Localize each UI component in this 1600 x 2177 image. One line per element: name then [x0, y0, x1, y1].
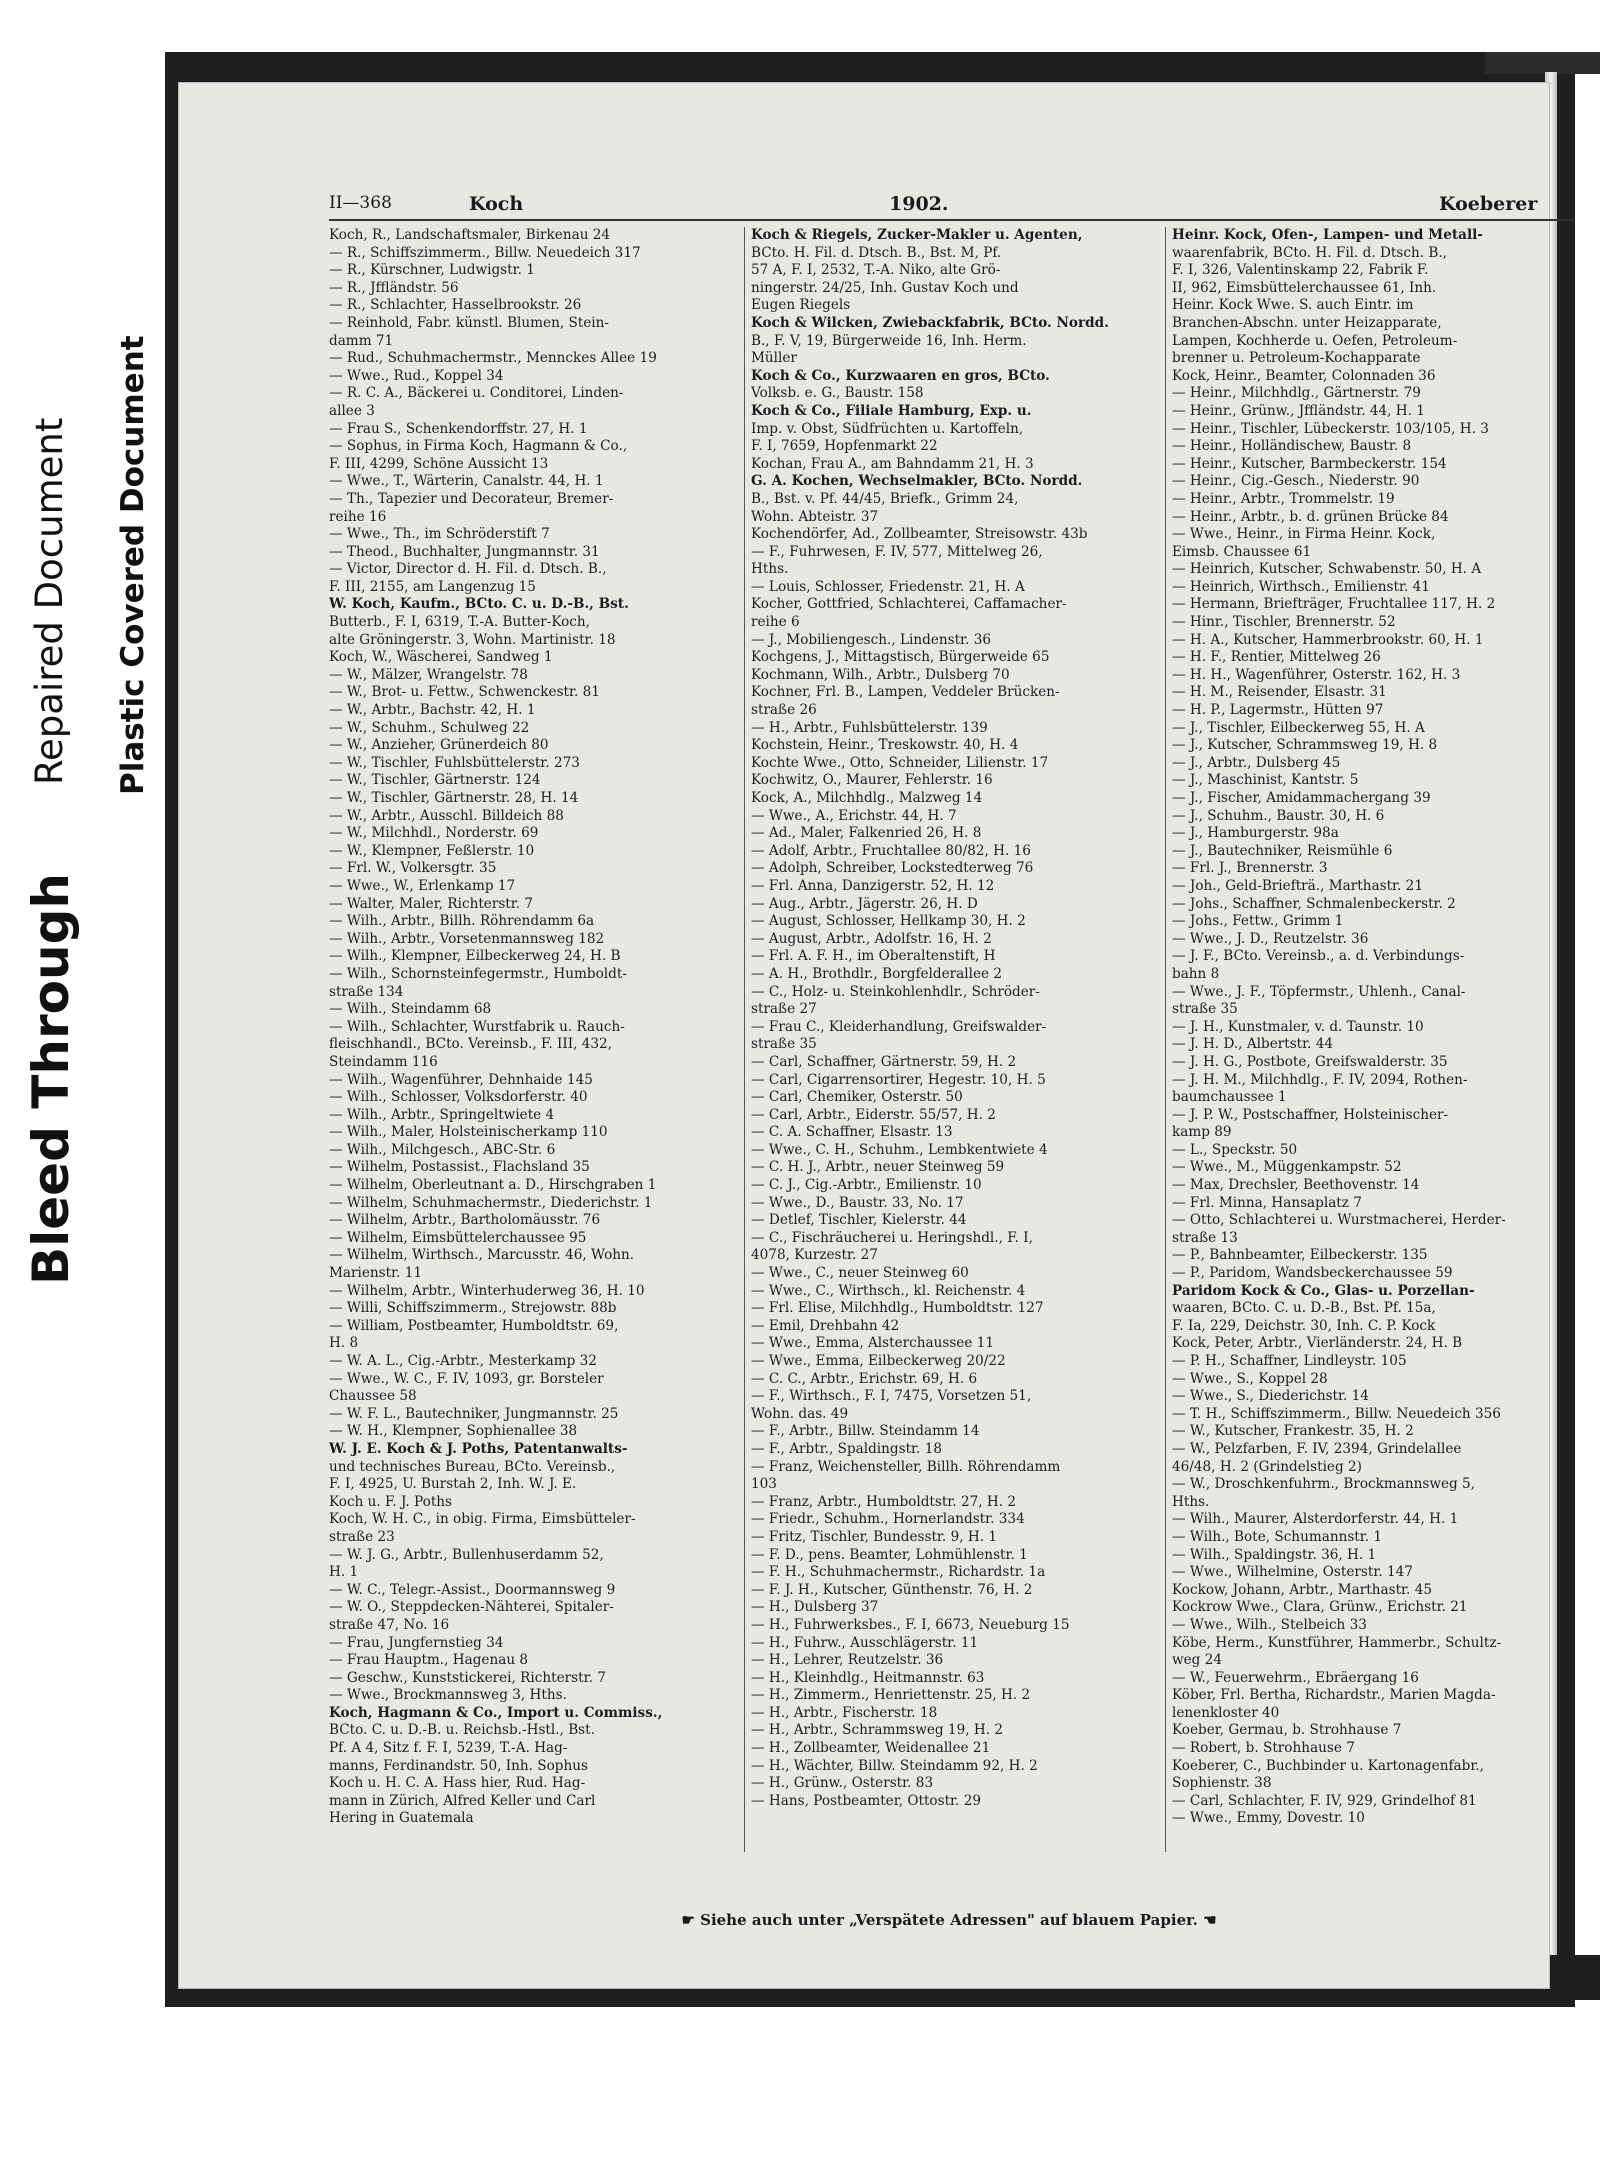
- column-2: [751, 227, 1161, 1810]
- directory-entry: straße 27: [751, 1001, 817, 1018]
- directory-entry: — F., Wirthsch., F. I, 7475, Vorsetzen 51,: [751, 1388, 1032, 1405]
- directory-entry: — H., Wächter, Billw. Steindamm 92, H. 2: [751, 1757, 1038, 1774]
- directory-entry: — Walter, Maler, Richterstr. 7: [329, 895, 534, 912]
- directory-entry: Müller: [751, 350, 797, 367]
- directory-entry: — Wwe., W. C., F. IV, 1093, gr. Borsteler: [329, 1370, 604, 1387]
- directory-entry: Kochte Wwe., Otto, Schneider, Lilienstr. 17: [751, 754, 1049, 771]
- directory-entry: — Wilh., Arbtr., Billh. Röhrendamm 6a: [329, 913, 595, 930]
- directory-entry: — Wwe., Wilhelmine, Osterstr. 147: [1172, 1564, 1413, 1581]
- directory-entry: — T. H., Schiffszimmerm., Billw. Neuedeich 356: [1172, 1405, 1501, 1422]
- directory-entry: — Frl. W., Volkersgtr. 35: [329, 860, 497, 877]
- directory-entry: — Wilh., Milchgesch., ABC-Str. 6: [329, 1141, 556, 1158]
- directory-entry: — Heinr., Arbtr., Trommelstr. 19: [1172, 490, 1395, 507]
- directory-entry: — W., Tischler, Gärtnerstr. 124: [329, 772, 541, 789]
- directory-entry: — H., Lehrer, Reutzelstr. 36: [751, 1652, 944, 1669]
- directory-entry: — H., Arbtr., Fuhlsbüttelerstr. 139: [751, 719, 988, 736]
- directory-entry: Kochwitz, O., Maurer, Fehlerstr. 16: [751, 772, 993, 789]
- column-1: [329, 227, 739, 1828]
- directory-entry: — H., Zollbeamter, Weidenallee 21: [751, 1740, 991, 1757]
- directory-entry: — Frl. Elise, Milchhdlg., Humboldtstr. 127: [751, 1300, 1044, 1317]
- directory-entry: — Wwe., S., Diederichstr. 14: [1172, 1388, 1369, 1405]
- directory-entry: — W., Tischler, Gärtnerstr. 28, H. 14: [329, 790, 579, 806]
- directory-entry: BCto. C. u. D.-B. u. Reichsb.-Hstl., Bst.: [329, 1722, 595, 1739]
- directory-entry: Paridom Kock & Co., Glas- u. Porzellan-: [1172, 1282, 1475, 1299]
- directory-entry: Kocher, Gottfried, Schlachterei, Caffamacher-: [751, 596, 1067, 613]
- directory-entry: Heinr. Kock Wwe. S. auch Eintr. im: [1172, 297, 1414, 314]
- directory-entry: — Wwe., Brockmannsweg 3, Hths.: [329, 1687, 567, 1704]
- directory-entry: straße 23: [329, 1528, 395, 1545]
- directory-entry: — Wilh., Arbtr., Vorsetenmannsweg 182: [329, 930, 605, 947]
- directory-entry: — H., Arbtr., Fischerstr. 18: [751, 1704, 938, 1721]
- directory-entry: Kockow, Johann, Arbtr., Marthastr. 45: [1172, 1581, 1432, 1598]
- directory-entry: brenner u. Petroleum-Kochapparate: [1172, 350, 1421, 367]
- directory-entry: — Wwe., Th., im Schröderstift 7: [329, 526, 550, 543]
- directory-entry: — H. M., Reisender, Elsastr. 31: [1172, 684, 1387, 701]
- directory-entry: — Louis, Schlosser, Friedenstr. 21, H. A: [751, 578, 1025, 595]
- directory-entry: — Adolf, Arbtr., Fruchtallee 80/82, H. 16: [751, 842, 1031, 859]
- directory-entry: F. III, 2155, am Langenzug 15: [329, 578, 536, 595]
- directory-entry: Eugen Riegels: [751, 297, 851, 314]
- directory-entry: — R. C. A., Bäckerei u. Conditorei, Linden-: [329, 385, 624, 402]
- directory-entry: — Wwe., S., Koppel 28: [1172, 1370, 1328, 1387]
- directory-entry: — W., Mälzer, Wrangelstr. 78: [329, 666, 528, 683]
- directory-entry: — Wwe., C., Wirthsch., kl. Reichenstr. 4: [751, 1282, 1026, 1299]
- directory-entry: — Wilh., Steindamm 68: [329, 1001, 492, 1018]
- directory-entry: — Wilh., Klempner, Eilbeckerweg 24, H. B: [329, 948, 621, 965]
- directory-entry: — W., Kutscher, Frankestr. 35, H. 2: [1172, 1423, 1414, 1440]
- directory-entry: straße 35: [751, 1036, 817, 1053]
- directory-entry: — Geschw., Kunststickerei, Richterstr. 7: [329, 1669, 606, 1686]
- directory-entry: Koch, W., Wäscherei, Sandweg 1: [329, 649, 553, 666]
- directory-entry: BCto. H. Fil. d. Dtsch. B., Bst. M, Pf.: [751, 244, 1002, 261]
- directory-entry: Kochmann, Wilh., Arbtr., Dulsberg 70: [751, 666, 1010, 683]
- directory-entry: — Johs., Fettw., Grimm 1: [1172, 913, 1344, 930]
- directory-entry: B., Bst. v. Pf. 44/45, Briefk., Grimm 24,: [751, 490, 1019, 507]
- directory-entry: Kochgens, J., Mittagstisch, Bürgerweide 65: [751, 649, 1050, 666]
- directory-entry: — Heinrich, Wirthsch., Emilienstr. 41: [1172, 578, 1430, 595]
- directory-entry: G. A. Kochen, Wechselmakler, BCto. Nordd.: [751, 473, 1083, 490]
- directory-entry: Kockrow Wwe., Clara, Grünw., Erichstr. 21: [1172, 1599, 1468, 1616]
- directory-entry: — H., Dulsberg 37: [751, 1599, 879, 1616]
- directory-entry: — Victor, Director d. H. Fil. d. Dtsch. B.,: [329, 561, 607, 578]
- directory-entry: Wohn. das. 49: [751, 1405, 849, 1422]
- directory-entry: Kochner, Frl. B., Lampen, Veddeler Brücken-: [751, 684, 1060, 701]
- directory-entry: — Frau S., Schenkendorffstr. 27, H. 1: [329, 420, 588, 437]
- directory-entry: — Wilh., Schlosser, Volksdorferstr. 40: [329, 1089, 588, 1106]
- directory-entry: — Theod., Buchhalter, Jungmannstr. 31: [329, 543, 600, 560]
- directory-entry: — Fritz, Tischler, Bundesstr. 9, H. 1: [751, 1528, 998, 1545]
- directory-entry: F. I, 326, Valentinskamp 22, Fabrik F.: [1172, 262, 1429, 279]
- directory-entry: Kock, Heinr., Beamter, Colonnaden 36: [1172, 367, 1436, 384]
- directory-entry: W. J. E. Koch & J. Poths, Patentanwalts-: [329, 1440, 628, 1457]
- directory-entry: — H. F., Rentier, Mittelweg 26: [1172, 649, 1381, 666]
- directory-entry: waaren, BCto. C. u. D.-B., Bst. Pf. 15a,: [1172, 1300, 1436, 1317]
- directory-entry: — H., Fuhrwerksbes., F. I, 6673, Neueburg 15: [751, 1616, 1070, 1633]
- directory-entry: — Wilhelm, Arbtr., Winterhuderweg 36, H. 10: [329, 1282, 645, 1299]
- directory-entry: — Carl, Cigarrensortirer, Hegestr. 10, H. 5: [751, 1071, 1046, 1088]
- directory-entry: F. Ia, 229, Deichstr. 30, Inh. C. P. Kock: [1172, 1317, 1436, 1334]
- directory-entry: — Wilhelm, Schuhmachermstr., Diederichstr. 1: [329, 1194, 653, 1211]
- directory-entry: — R., Schlachter, Hasselbrookstr. 26: [329, 297, 582, 314]
- directory-entry: Pf. A 4, Sitz f. F. I, 5239, T.-A. Hag-: [329, 1740, 568, 1757]
- directory-entry: — H., Fuhrw., Ausschlägerstr. 11: [751, 1634, 979, 1651]
- directory-entry: — Frl. Minna, Hansaplatz 7: [1172, 1194, 1362, 1211]
- column-3: [1172, 227, 1572, 1828]
- header-year: 1902.: [889, 193, 949, 215]
- directory-entry: Marienstr. 11: [329, 1265, 423, 1282]
- directory-entry: Koeberer, C., Buchbinder u. Kartonagenfabr.,: [1172, 1757, 1484, 1774]
- directory-entry: Hths.: [1172, 1493, 1210, 1510]
- directory-entry: — Friedr., Schuhm., Hornerlandstr. 334: [751, 1511, 1025, 1528]
- directory-entry: — P., Paridom, Wandsbeckerchaussee 59: [1172, 1265, 1453, 1282]
- directory-entry: — J., Maschinist, Kantstr. 5: [1172, 772, 1359, 789]
- directory-entry: fleischhandl., BCto. Vereinsb., F. III, 432,: [329, 1036, 612, 1053]
- directory-entry: Imp. v. Obst, Südfrüchten u. Kartoffeln,: [751, 420, 1024, 437]
- directory-entry: — William, Postbeamter, Humboldtstr. 69,: [329, 1317, 619, 1334]
- directory-entry: — Wwe., J. D., Reutzelstr. 36: [1172, 930, 1369, 947]
- directory-entry: — H. P., Lagermstr., Hütten 97: [1172, 702, 1384, 719]
- directory-entry: bahn 8: [1172, 965, 1220, 982]
- directory-entry: — Ad., Maler, Falkenried 26, H. 8: [751, 825, 982, 842]
- directory-entry: baumchaussee 1: [1172, 1089, 1287, 1106]
- directory-entry: — W. C., Telegr.-Assist., Doormannsweg 9: [329, 1581, 616, 1598]
- directory-entry: Koch & Co., Filiale Hamburg, Exp. u.: [751, 402, 1032, 419]
- directory-entry: W. Koch, Kaufm., BCto. C. u. D.-B., Bst.: [329, 596, 629, 613]
- directory-entry: H. 1: [329, 1564, 359, 1581]
- directory-entry: F. I, 4925, U. Burstah 2, Inh. W. J. E.: [329, 1476, 577, 1493]
- directory-entry: — Franz, Weichensteller, Billh. Röhrendamm: [751, 1458, 1061, 1475]
- header-range: Koeberer: [1439, 193, 1538, 215]
- directory-entry: Chaussee 58: [329, 1388, 417, 1405]
- directory-entry: — Wwe., Heinr., in Firma Heinr. Kock,: [1172, 526, 1436, 543]
- pointing-hand-icon: ☚: [1203, 1911, 1217, 1929]
- directory-entry: Eimsb. Chaussee 61: [1172, 543, 1312, 560]
- directory-entry: — J. H. M., Milchhdlg., F. IV, 2094, Rothen-: [1172, 1071, 1468, 1088]
- directory-entry: — Max, Drechsler, Beethovenstr. 14: [1172, 1177, 1420, 1194]
- directory-entry: Kock, Peter, Arbtr., Vierländerstr. 24, H. B: [1172, 1335, 1463, 1352]
- directory-entry: — Wilh., Maurer, Alsterdorferstr. 44, H. 1: [1172, 1511, 1459, 1528]
- directory-entry: F. III, 4299, Schöne Aussicht 13: [329, 455, 549, 472]
- directory-entry: — Wwe., A., Erichstr. 44, H. 7: [751, 807, 957, 824]
- directory-entry: — Frl. J., Brennerstr. 3: [1172, 860, 1328, 877]
- directory-entry: — Wwe., Emma, Eilbeckerweg 20/22: [751, 1353, 1006, 1369]
- directory-entry: — Willi, Schiffszimmerm., Strejowstr. 88b: [329, 1300, 617, 1317]
- directory-entry: 46/48, H. 2 (Grindelstieg 2): [1172, 1458, 1362, 1475]
- directory-entry: — C. H. J., Arbtr., neuer Steinweg 59: [751, 1159, 1005, 1176]
- directory-entry: Koch u. F. J. Poths: [329, 1493, 453, 1510]
- directory-entry: — R., Kürschner, Ludwigstr. 1: [329, 262, 535, 279]
- directory-entry: — Heinr., Cig.-Gesch., Niederstr. 90: [1172, 473, 1420, 490]
- directory-entry: — P. H., Schaffner, Lindleystr. 105: [1172, 1353, 1407, 1369]
- directory-entry: — Wwe., W., Erlenkamp 17: [329, 877, 516, 894]
- directory-entry: — Heinr., Kutscher, Barmbeckerstr. 154: [1172, 455, 1447, 472]
- directory-entry: Branchen-Abschn. unter Heizapparate,: [1172, 314, 1442, 331]
- directory-entry: 57 A, F. I, 2532, T.-A. Niko, alte Grö-: [751, 262, 1001, 279]
- directory-entry: — Carl, Chemiker, Osterstr. 50: [751, 1089, 963, 1106]
- directory-entry: — H. A., Kutscher, Hammerbrookstr. 60, H. 1: [1172, 631, 1484, 648]
- directory-entry: — Heinrich, Kutscher, Schwabenstr. 50, H. A: [1172, 561, 1482, 578]
- page-number: II—368: [329, 193, 392, 213]
- directory-entry: B., F. V, 19, Bürgerweide 16, Inh. Herm.: [751, 332, 1027, 349]
- directory-entry: Sophienstr. 38: [1172, 1775, 1272, 1792]
- directory-entry: Kock, A., Milchhdlg., Malzweg 14: [751, 790, 983, 806]
- header-name: Koch: [469, 193, 524, 215]
- directory-entry: — Hinr., Tischler, Brennerstr. 52: [1172, 614, 1396, 631]
- directory-entry: Koch, W. H. C., in obig. Firma, Eimsbütteler-: [329, 1511, 636, 1528]
- directory-entry: — Detlef, Tischler, Kielerstr. 44: [751, 1212, 967, 1229]
- directory-entry: — J., Schuhm., Baustr. 30, H. 6: [1172, 807, 1385, 824]
- directory-entry: manns, Ferdinandstr. 50, Inh. Sophus: [329, 1757, 588, 1774]
- directory-entry: — Franz, Arbtr., Humboldtstr. 27, H. 2: [751, 1493, 1017, 1510]
- directory-entry: — F., Fuhrwesen, F. IV, 577, Mittelweg 26,: [751, 543, 1043, 560]
- directory-page: [178, 82, 1550, 1989]
- pointing-hand-icon: ☛: [681, 1911, 701, 1929]
- directory-entry: — Otto, Schlachterei u. Wurstmacherei, Herder-: [1172, 1212, 1506, 1229]
- column-divider: [1165, 227, 1166, 1852]
- directory-entry: Koch u. H. C. A. Hass hier, Rud. Hag-: [329, 1775, 586, 1792]
- directory-entry: — Wilh., Wagenführer, Dehnhaide 145: [329, 1071, 593, 1088]
- directory-entry: — Carl, Schlachter, F. IV, 929, Grindelhof 81: [1172, 1792, 1477, 1809]
- directory-entry: — F., Arbtr., Spaldingstr. 18: [751, 1440, 942, 1457]
- directory-entry: — Wilh., Schlachter, Wurstfabrik u. Rauch-: [329, 1018, 625, 1035]
- directory-entry: straße 47, No. 16: [329, 1616, 450, 1633]
- directory-entry: — W., Klempner, Feßlerstr. 10: [329, 842, 535, 859]
- directory-entry: ningerstr. 24/25, Inh. Gustav Koch und: [751, 279, 1019, 296]
- directory-entry: allee 3: [329, 402, 375, 419]
- directory-entry: Koch & Wilcken, Zwiebackfabrik, BCto. Nordd.: [751, 314, 1109, 331]
- directory-entry: — Wilhelm, Wirthsch., Marcusstr. 46, Wohn.: [329, 1247, 635, 1264]
- directory-entry: Koeber, Germau, b. Strohhause 7: [1172, 1722, 1402, 1739]
- directory-entry: Hths.: [751, 561, 789, 578]
- directory-entry: — H. H., Wagenführer, Osterstr. 162, H. 3: [1172, 666, 1461, 683]
- directory-entry: — W., Arbtr., Ausschl. Billdeich 88: [329, 807, 564, 824]
- directory-entry: Koch & Co., Kurzwaaren en gros, BCto.: [751, 367, 1050, 384]
- directory-entry: — Heinr., Arbtr., b. d. grünen Brücke 84: [1172, 508, 1449, 525]
- directory-entry: — Sophus, in Firma Koch, Hagmann & Co.,: [329, 438, 628, 455]
- directory-entry: F. I, 7659, Hopfenmarkt 22: [751, 438, 938, 455]
- directory-entry: — Hermann, Briefträger, Fruchtallee 117, H. 2: [1172, 596, 1496, 613]
- directory-entry: weg 24: [1172, 1652, 1223, 1669]
- directory-entry: — Frau C., Kleiderhandlung, Greifswalder-: [751, 1018, 1047, 1035]
- directory-entry: — C. A. Schaffner, Elsastr. 13: [751, 1124, 953, 1141]
- directory-entry: straße 13: [1172, 1229, 1238, 1246]
- directory-entry: Kochendörfer, Ad., Zollbeamter, Streisowstr. 43b: [751, 526, 1088, 543]
- directory-entry: — Wwe., Emma, Alsterchaussee 11: [751, 1335, 995, 1352]
- directory-entry: — August, Schlosser, Hellkamp 30, H. 2: [751, 913, 1026, 930]
- directory-entry: Steindamm 116: [329, 1053, 438, 1070]
- directory-entry: — Wilhelm, Oberleutnant a. D., Hirschgraben 1: [329, 1177, 657, 1194]
- directory-entry: — W. O., Steppdecken-Nähterei, Spitaler-: [329, 1599, 614, 1616]
- directory-entry: — C., Holz- u. Steinkohlenhdlr., Schröder-: [751, 983, 1040, 1000]
- directory-entry: — W. F. L., Bautechniker, Jungmannstr. 25: [329, 1405, 619, 1422]
- directory-entry: — J., Kutscher, Schrammsweg 19, H. 8: [1172, 737, 1438, 754]
- directory-entry: — Carl, Arbtr., Eiderstr. 55/57, H. 2: [751, 1106, 996, 1123]
- directory-entry: — Joh., Geld-Briefträ., Marthastr. 21: [1172, 877, 1423, 894]
- directory-entry: mann in Zürich, Alfred Keller und Carl: [329, 1792, 596, 1809]
- directory-entry: — Frl. A. F. H., im Oberaltenstift, H: [751, 948, 996, 965]
- directory-entry: — W., Brot- u. Fettw., Schwenckestr. 81: [329, 684, 600, 701]
- directory-entry: kamp 89: [1172, 1124, 1232, 1141]
- directory-entry: — Wwe., M., Müggenkampstr. 52: [1172, 1159, 1402, 1176]
- directory-entry: — H., Grünw., Osterstr. 83: [751, 1775, 934, 1792]
- directory-entry: — Heinr., Grünw., Jffländstr. 44, H. 1: [1172, 402, 1425, 419]
- footer-note: [599, 1911, 1299, 1929]
- directory-entry: — R., Schiffszimmerm., Billw. Neuedeich 317: [329, 244, 641, 261]
- directory-entry: — J. H., Kunstmaler, v. d. Taunstr. 10: [1172, 1018, 1424, 1035]
- directory-entry: — Wilh., Schornsteinfegermstr., Humboldt-: [329, 965, 627, 982]
- directory-entry: — P., Bahnbeamter, Eilbeckerstr. 135: [1172, 1247, 1428, 1264]
- directory-entry: Hering in Guatemala: [329, 1810, 474, 1827]
- directory-entry: Koch, Hagmann & Co., Import u. Commiss.,: [329, 1704, 663, 1721]
- directory-entry: — J., Tischler, Eilbeckerweg 55, H. A: [1172, 719, 1425, 736]
- directory-entry: — F. H., Schuhmachermstr., Richardstr. 1a: [751, 1564, 1046, 1581]
- directory-entry: — Johs., Schaffner, Schmalenbeckerstr. 2: [1172, 895, 1456, 912]
- directory-entry: Butterb., F. I, 6319, T.-A. Butter-Koch,: [329, 614, 590, 631]
- directory-entry: — Emil, Drehbahn 42: [751, 1317, 900, 1334]
- scan-edge-top: [1485, 52, 1600, 74]
- directory-entry: Koch, R., Landschaftsmaler, Birkenau 24: [329, 227, 611, 243]
- directory-entry: — Robert, b. Strohhause 7: [1172, 1740, 1355, 1757]
- directory-entry: — W., Arbtr., Bachstr. 42, H. 1: [329, 702, 536, 719]
- directory-entry: — J., Bautechniker, Reismühle 6: [1172, 842, 1393, 859]
- directory-entry: alte Gröningerstr. 3, Wohn. Martinistr. 18: [329, 631, 616, 648]
- directory-entry: — W., Pelzfarben, F. IV, 2394, Grindelallee: [1172, 1440, 1462, 1457]
- directory-entry: Köbe, Herm., Kunstführer, Hammerbr., Schultz-: [1172, 1634, 1502, 1651]
- directory-entry: — J., Mobiliengesch., Lindenstr. 36: [751, 631, 991, 648]
- directory-entry: — Wwe., Rud., Koppel 34: [329, 367, 504, 384]
- directory-entry: damm 71: [329, 332, 394, 349]
- directory-entry: — J., Arbtr., Dulsberg 45: [1172, 754, 1341, 771]
- directory-entry: Kochstein, Heinr., Treskowstr. 40, H. 4: [751, 737, 1019, 754]
- directory-entry: — Frau Hauptm., Hagenau 8: [329, 1652, 529, 1669]
- column-divider: [744, 227, 745, 1852]
- directory-entry: straße 134: [329, 983, 404, 1000]
- directory-entry: — Aug., Arbtr., Jägerstr. 26, H. D: [751, 895, 978, 912]
- directory-entry: Köber, Frl. Bertha, Richardstr., Marien Magda-: [1172, 1687, 1496, 1704]
- directory-entry: — Wwe., Wilh., Stelbeich 33: [1172, 1616, 1367, 1633]
- directory-entry: — J. P. W., Postschaffner, Holsteinischer-: [1172, 1106, 1449, 1123]
- directory-entry: — J. H. G., Postbote, Greifswalderstr. 35: [1172, 1053, 1448, 1070]
- directory-entry: — Hans, Postbeamter, Ottostr. 29: [751, 1792, 981, 1809]
- directory-entry: — W., Droschkenfuhrm., Brockmannsweg 5,: [1172, 1476, 1476, 1493]
- directory-entry: H. 8: [329, 1335, 359, 1352]
- directory-entry: straße 26: [751, 702, 817, 719]
- directory-entry: — Reinhold, Fabr. künstl. Blumen, Stein-: [329, 314, 610, 331]
- directory-entry: — Wwe., J. F., Töpfermstr., Uhlenh., Canal-: [1172, 983, 1466, 1000]
- directory-entry: — Wwe., Emmy, Dovestr. 10: [1172, 1810, 1365, 1827]
- directory-entry: — J., Hamburgerstr. 98a: [1172, 825, 1339, 842]
- directory-entry: — F. D., pens. Beamter, Lohmühlenstr. 1: [751, 1546, 1028, 1563]
- watermark-repaired: Repaired Document: [28, 417, 71, 785]
- directory-entry: Volksb. e. G., Baustr. 158: [751, 385, 924, 402]
- directory-entry: Heinr. Kock, Ofen-, Lampen- und Metall-: [1172, 227, 1483, 243]
- directory-entry: reihe 16: [329, 508, 387, 525]
- directory-entry: — Adolph, Schreiber, Lockstedterweg 76: [751, 860, 1034, 877]
- directory-entry: — Heinr., Milchhdlg., Gärtnerstr. 79: [1172, 385, 1421, 402]
- directory-entry: — H., Kleinhdlg., Heitmannstr. 63: [751, 1669, 985, 1686]
- directory-entry: — F. J. H., Kutscher, Günthenstr. 76, H. 2: [751, 1581, 1033, 1598]
- directory-entry: — Wilhelm, Eimsbüttelerchaussee 95: [329, 1229, 587, 1246]
- header-rule: [329, 219, 1574, 221]
- directory-entry: — Th., Tapezier und Decorateur, Bremer-: [329, 490, 614, 507]
- directory-entry: — F., Arbtr., Billw. Steindamm 14: [751, 1423, 980, 1440]
- directory-entry: — W. A. L., Cig.-Arbtr., Mesterkamp 32: [329, 1353, 597, 1369]
- directory-entry: waarenfabrik, BCto. H. Fil. d. Dtsch. B.,: [1172, 244, 1447, 261]
- directory-entry: — Heinr., Holländischew, Baustr. 8: [1172, 438, 1412, 455]
- directory-entry: — Rud., Schuhmachermstr., Mennckes Allee 19: [329, 350, 657, 367]
- directory-entry: — Wilh., Maler, Holsteinischerkamp 110: [329, 1124, 608, 1141]
- directory-entry: — Wwe., C. H., Schuhm., Lembkentwiete 4: [751, 1141, 1048, 1158]
- directory-entry: Lampen, Kochherde u. Oefen, Petroleum-: [1172, 332, 1458, 349]
- directory-entry: — August, Arbtr., Adolfstr. 16, H. 2: [751, 930, 992, 947]
- directory-entry: — W., Schuhm., Schulweg 22: [329, 719, 530, 736]
- directory-entry: — Wwe., T., Wärterin, Canalstr. 44, H. 1: [329, 473, 604, 490]
- directory-entry: — W. H., Klempner, Sophienallee 38: [329, 1423, 578, 1440]
- directory-entry: — H., Arbtr., Schrammsweg 19, H. 2: [751, 1722, 1004, 1739]
- directory-entry: — Wilh., Spaldingstr. 36, H. 1: [1172, 1546, 1377, 1563]
- directory-entry: — J., Fischer, Amidammachergang 39: [1172, 790, 1431, 806]
- directory-entry: — C. J., Cig.-Arbtr., Emilienstr. 10: [751, 1177, 982, 1194]
- directory-entry: 103: [751, 1476, 777, 1493]
- watermark-bleed-through: Bleed Through: [22, 873, 80, 1285]
- directory-entry: lenenkloster 40: [1172, 1704, 1280, 1721]
- directory-entry: — Heinr., Tischler, Lübeckerstr. 103/105, H. 3: [1172, 420, 1489, 437]
- directory-entry: — C. C., Arbtr., Erichstr. 69, H. 6: [751, 1370, 978, 1387]
- directory-entry: 4078, Kurzestr. 27: [751, 1247, 878, 1264]
- footer-text: Siehe auch unter „Verspätete Adressen" auf blauem Papier.: [700, 1911, 1198, 1929]
- directory-entry: — Wilh., Bote, Schumannstr. 1: [1172, 1528, 1383, 1545]
- directory-entry: reihe 6: [751, 614, 800, 631]
- directory-entry: — Wilh., Arbtr., Springeltwiete 4: [329, 1106, 555, 1123]
- directory-entry: — W., Anzieher, Grünerdeich 80: [329, 737, 549, 754]
- directory-entry: — Frl. Anna, Danzigerstr. 52, H. 12: [751, 877, 995, 894]
- directory-entry: — Frau, Jungfernstieg 34: [329, 1634, 504, 1651]
- watermark-plastic: Plastic Covered Document: [115, 335, 151, 795]
- directory-entry: — Wilhelm, Arbtr., Bartholomäusstr. 76: [329, 1212, 601, 1229]
- directory-entry: — W., Tischler, Fuhlsbüttelerstr. 273: [329, 754, 580, 771]
- directory-entry: II, 962, Eimsbüttelerchaussee 61, Inh.: [1172, 279, 1437, 296]
- directory-entry: — H., Zimmerm., Henriettenstr. 25, H. 2: [751, 1687, 1031, 1704]
- directory-entry: — R., Jffländstr. 56: [329, 279, 459, 296]
- directory-entry: — Wwe., C., neuer Steinweg 60: [751, 1265, 969, 1282]
- directory-entry: — J. F., BCto. Vereinsb., a. d. Verbindungs-: [1172, 948, 1465, 965]
- directory-entry: Kochan, Frau A., am Bahndamm 21, H. 3: [751, 455, 1034, 472]
- directory-entry: Koch & Riegels, Zucker-Makler u. Agenten,: [751, 227, 1083, 243]
- directory-entry: — Carl, Schaffner, Gärtnerstr. 59, H. 2: [751, 1053, 1017, 1070]
- directory-entry: Wohn. Abteistr. 37: [751, 508, 879, 525]
- directory-entry: — J. H. D., Albertstr. 44: [1172, 1036, 1334, 1053]
- directory-entry: und technisches Bureau, BCto. Vereinsb.,: [329, 1458, 616, 1475]
- directory-entry: — C., Fischräucherei u. Heringshdl., F. I,: [751, 1229, 1033, 1246]
- directory-entry: — W. J. G., Arbtr., Bullenhuserdamm 52,: [329, 1546, 604, 1563]
- directory-entry: — W., Feuerwehrm., Ebräergang 16: [1172, 1669, 1419, 1686]
- directory-entry: — W., Milchhdl., Norderstr. 69: [329, 825, 539, 842]
- directory-entry: — Wilhelm, Postassist., Flachsland 35: [329, 1159, 590, 1176]
- directory-entry: — L., Speckstr. 50: [1172, 1141, 1298, 1158]
- directory-entry: — Wwe., D., Baustr. 33, No. 17: [751, 1194, 964, 1211]
- directory-entry: — A. H., Brothdlr., Borgfelderallee 2: [751, 965, 1002, 982]
- directory-entry: straße 35: [1172, 1001, 1238, 1018]
